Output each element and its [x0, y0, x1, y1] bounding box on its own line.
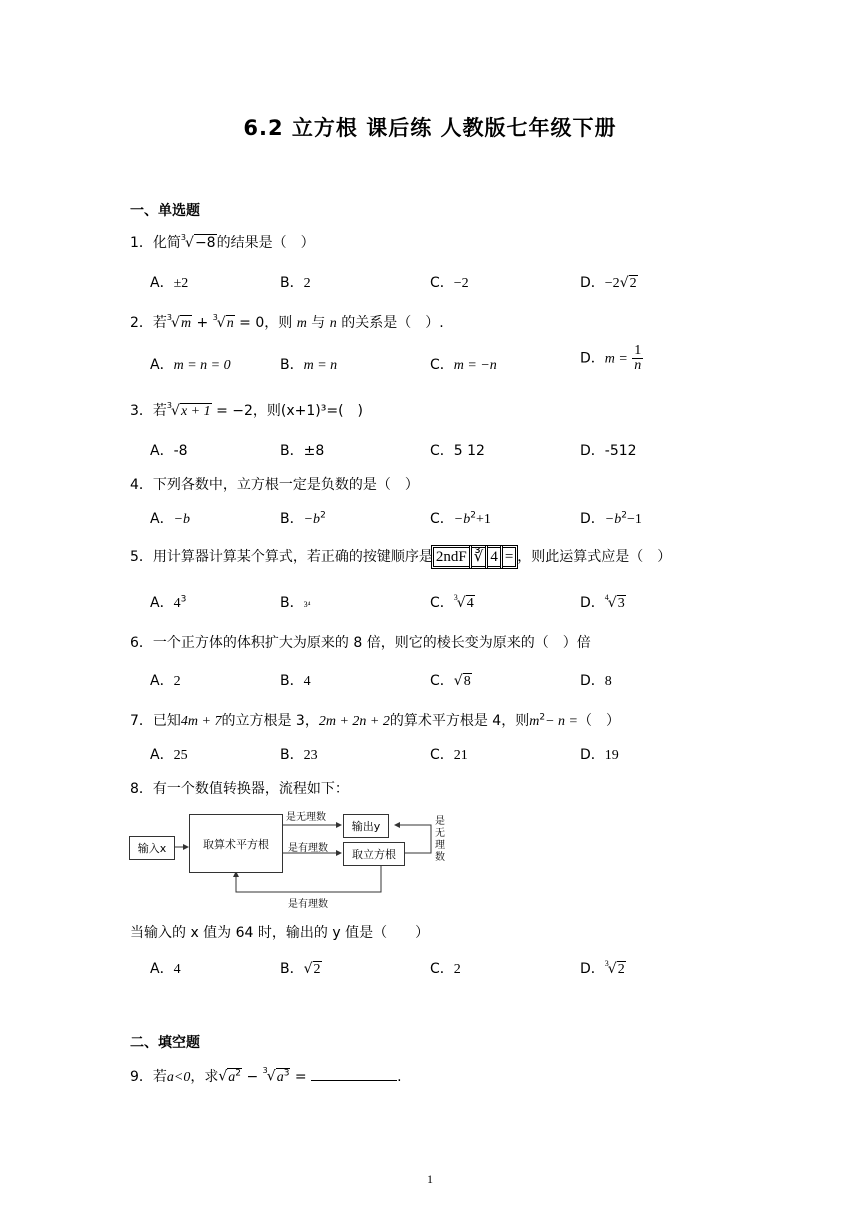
- flow-cuberoot-box: 取立方根: [343, 842, 405, 866]
- q8-option-a[interactable]: A．4: [150, 961, 181, 977]
- q4-option-d[interactable]: D．$-b^2-1$: [580, 510, 642, 527]
- q4-option-a[interactable]: A．−b: [150, 511, 191, 527]
- q7-option-c[interactable]: C．21: [430, 747, 468, 763]
- q8-option-d[interactable]: D．$^3$√2: [580, 959, 625, 977]
- flow-label-irrational: 是无理数: [286, 812, 326, 823]
- question-6: 6．一个正方体的体积扩大为原来的 8 倍，则它的棱长变为原来的（ ）倍: [130, 635, 591, 651]
- q5-option-c[interactable]: C．$^3$√4: [430, 593, 474, 611]
- flow-output-box: 输出y: [343, 814, 389, 838]
- q7-option-d[interactable]: D．19: [580, 747, 619, 763]
- q8-option-c[interactable]: C．2: [430, 961, 461, 977]
- question-8-ask: 当输入的 x 值为 64 时，输出的 y 值是（ ）: [130, 925, 430, 941]
- question-7: 7．已知4m + 7的立方根是 3，2m + 2n + 2的算术平方根是 4，则$m^2- n$ =（ ）: [130, 712, 620, 729]
- q3-option-b[interactable]: B．±8: [280, 443, 325, 459]
- q1-option-d[interactable]: D．−2√2: [580, 275, 637, 291]
- q2-option-d[interactable]: D．m = $\frac{1}{n}$: [580, 343, 642, 373]
- calc-key-equals: =: [502, 547, 516, 567]
- flow-label-rational-2: 是有理数: [288, 899, 328, 910]
- q3-option-a[interactable]: A．-8: [150, 443, 188, 459]
- q6-option-d[interactable]: D．8: [580, 673, 612, 689]
- flowchart: [129, 808, 459, 908]
- calc-key-cuberoot: ∛: [471, 547, 487, 567]
- q6-option-c[interactable]: C．√8: [430, 673, 471, 689]
- q1-option-b[interactable]: B．2: [280, 275, 311, 291]
- page-number: 1: [427, 1172, 433, 1186]
- question-2: 2．若$^3$√m + $^3$√n = 0，则 m 与 n 的关系是（ ）.: [130, 313, 444, 331]
- question-3: 3．若$^3$√x + 1 = −2，则(x+1)³=( ): [130, 401, 364, 419]
- flow-sqrt-box: 取算术平方根: [189, 814, 283, 873]
- flow-label-rational-1: 是有理数: [288, 843, 328, 854]
- answer-blank[interactable]: [311, 1068, 397, 1081]
- q2-option-b[interactable]: B．m = n: [280, 357, 338, 373]
- q4-option-c[interactable]: C．$-b^2+1$: [430, 510, 491, 527]
- q8-option-b[interactable]: B．√2: [280, 961, 321, 977]
- q2-option-a[interactable]: A．m = n = 0: [150, 357, 231, 373]
- calc-key-4: 4: [487, 547, 501, 567]
- question-1: 1．化简$^3$√−8的结果是（ ）: [130, 233, 315, 251]
- q7-option-b[interactable]: B．23: [280, 747, 318, 763]
- flow-label-irrational-side: 是无理数: [435, 816, 445, 863]
- flowchart-arrows: [129, 808, 459, 908]
- flow-input-box: 输入x: [129, 836, 175, 860]
- question-4: 4．下列各数中，立方根一定是负数的是（ ）: [130, 477, 419, 493]
- question-5: 5．用计算器计算某个算式，若正确的按键顺序是 2ndF ∛ 4 = ，则此运算式应是（ ）: [130, 549, 672, 565]
- question-8: 8．有一个数值转换器，流程如下：: [130, 781, 349, 797]
- q1-option-c[interactable]: C．−2: [430, 275, 469, 291]
- q5-option-d[interactable]: D．$^4$√3: [580, 593, 625, 611]
- q6-option-a[interactable]: A．2: [150, 673, 181, 689]
- section-heading-fill-blank: 二、填空题: [130, 1035, 200, 1051]
- q3-option-c[interactable]: C．5 12: [430, 443, 485, 459]
- question-9: 9．若a<0，求$√a^2 - ^3√a^3$ = .: [130, 1066, 402, 1085]
- q4-option-b[interactable]: B．$-b^2$: [280, 510, 326, 527]
- calc-key-2ndf: 2ndF: [433, 547, 470, 567]
- q7-option-a[interactable]: A．25: [150, 747, 188, 763]
- section-heading-single-choice: 一、单选题: [130, 203, 200, 219]
- q5-option-a[interactable]: A．$4^3$: [150, 594, 187, 611]
- q5-option-b[interactable]: B．3⁴: [280, 595, 311, 611]
- q6-option-b[interactable]: B．4: [280, 673, 311, 689]
- q1-option-a[interactable]: A．±2: [150, 275, 189, 291]
- page-title: 6.2 立方根 课后练 人教版七年级下册: [243, 116, 617, 140]
- q2-option-c[interactable]: C．m = −n: [430, 357, 497, 373]
- q3-option-d[interactable]: D．-512: [580, 443, 637, 459]
